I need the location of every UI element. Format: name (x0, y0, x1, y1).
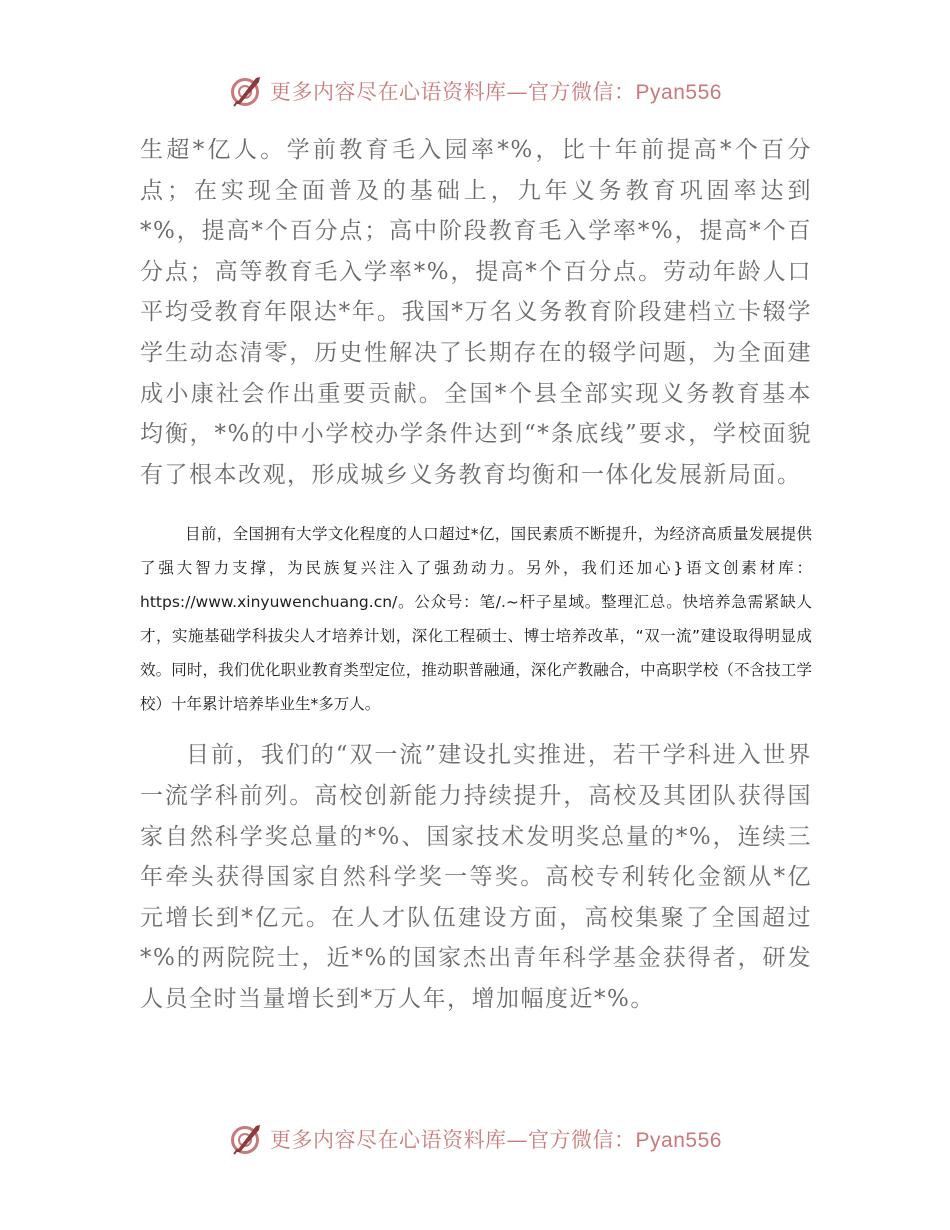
header-banner-text (270, 76, 722, 106)
footer-banner-brand: Pyan556 (635, 1129, 722, 1152)
paragraph-3: 目前，我们的“双一流”建设扎实推进，若干学科进入世界一流学科前列。高校创新能力持续提升，高校及其团队获得国家自然科学奖总量的*%、国家技术发明奖总量的*%，连续三年牵头获得国家自然科学奖一等奖。高校专利转化金额从*亿元增长到*亿元。在人才队伍建设方面，高校集聚了全国超过*%的两院院士，近*%的国家杰出青年科学基金获得者，研发人员全时当量增长到*万人年，增加幅度近*%。 (140, 742, 812, 1012)
footer-banner-chinese: 更多内容尽在心语资料库—官方微信： (270, 1128, 636, 1152)
quill-pen-logo-icon (228, 1121, 264, 1157)
header-banner (0, 71, 950, 111)
footer-banner (0, 1119, 950, 1159)
header-banner-chinese: 更多内容尽在心语资料库—官方微信： (270, 80, 636, 104)
paragraph-2: 目前，全国拥有大学文化程度的人口超过*亿，国民素质不断提升，为经济高质量发展提供了强大智力支撑，为民族复兴注入了强劲动力。另外，我们还加心}语文创素材库：https://www.xinyuwenchuang.cn/。公众号：笔/.~杆子星域。整理汇总。快培养急需紧缺人才，实施基础学科拔尖人才培养计划，深化工程硕士、博士培养改革，“双一流”建设取得明显成效。同时，我们优化职业教育类型定位，推动职普融通，深化产教融合，中高职学校（不含技工学校）十年累计培养毕业生*多万人。 (140, 525, 812, 714)
document-body (140, 130, 812, 1020)
footer-banner-text (270, 1124, 722, 1154)
header-banner-brand: Pyan556 (635, 81, 722, 104)
quill-pen-logo-icon (228, 73, 264, 109)
paragraph-1: 生超*亿人。学前教育毛入园率*%，比十年前提高*个百分点；在实现全面普及的基础上，九年义务教育巩固率达到*%，提高*个百分点；高中阶段教育毛入学率*%，提高*个百分点；高等教育毛入学率*%，提高*个百分点。劳动年龄人口平均受教育年限达*年。我国*万名义务教育阶段建档立卡辍学学生动态清零，历史性解决了长期存在的辍学问题，为全面建成小康社会作出重要贡献。全国*个县全部实现义务教育基本均衡，*%的中小学校办学条件达到“*条底线”要求，学校面貌有了根本改观，形成城乡义务教育均衡和一体化发展新局面。 (140, 137, 812, 488)
